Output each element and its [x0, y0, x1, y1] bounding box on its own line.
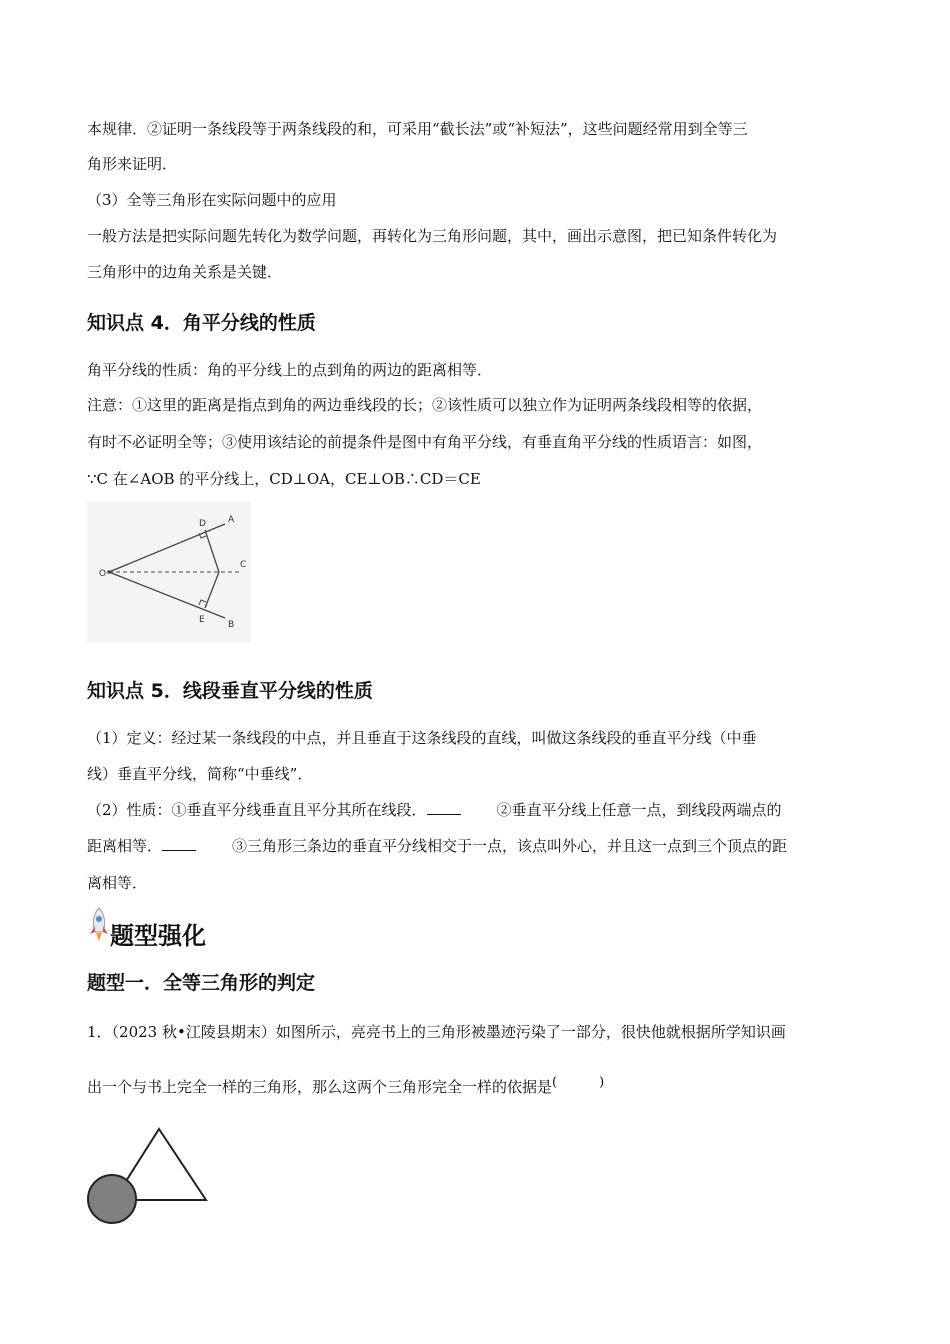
rocket-icon [87, 906, 111, 942]
answer-paren-close: ) [599, 1075, 605, 1090]
paragraph-line: 本规律．②证明一条线段等于两条线段的和，可采用“截长法”或“补短法”，这些问题经常用到全等三 [87, 120, 748, 138]
property-item-2: ②垂直平分线上任意一点，到线段两端点的 [496, 801, 782, 819]
label-c: C [240, 560, 247, 570]
paragraph-line: 有时不必证明全等；③使用该结论的前提条件是图中有角平分线，有垂直角平分线的性质语言：如图， [87, 433, 763, 451]
label-b: B [228, 620, 235, 630]
answer-blank [162, 836, 196, 851]
property-item-3: ③三角形三条边的垂直平分线相交于一点，该点叫外心，并且这一点到三个顶点的距 [232, 837, 788, 855]
section-heading-kp4: 知识点 4．角平分线的性质 [87, 312, 316, 334]
stained-triangle-figure [86, 1124, 212, 1226]
question-line [87, 1066, 867, 1104]
question-line: 1．（2023 秋•江陵县期末）如图所示，亮亮书上的三角形被墨迹污染了一部分，很快他就根据所学知识画 [87, 1023, 786, 1041]
label-o: O [99, 569, 107, 579]
answer-blank [427, 800, 461, 815]
section-heading-kp5: 知识点 5．线段垂直平分线的性质 [87, 680, 373, 702]
paragraph-line: 注意：①这里的距离是指点到角的两边垂线段的长；②该性质可以独立作为证明两条线段相等的依据， [87, 396, 763, 414]
paragraph-line: 三角形中的边角关系是关键． [87, 263, 283, 281]
paragraph-line: 角平分线的性质：角的平分线上的点到角的两边的距离相等． [87, 361, 493, 379]
label-d: D [199, 519, 206, 529]
paragraph-line [87, 793, 867, 827]
paragraph-line: 一般方法是把实际问题先转化为数学问题，再转化为三角形问题，其中，画出示意图，把已知条件转化为 [87, 227, 778, 245]
point-o [107, 570, 111, 574]
paragraph-line: 线）垂直平分线，简称“中垂线”． [87, 765, 313, 783]
paragraph-line [87, 829, 867, 863]
ink-blot [88, 1175, 136, 1223]
property-item-2-end: 距离相等． [87, 837, 163, 855]
label-a: A [228, 515, 235, 525]
paragraph-line: 离相等． [87, 874, 148, 892]
paragraph-line: （3）全等三角形在实际问题中的应用 [87, 191, 337, 209]
paragraph-line: （1）定义：经过某一条线段的中点，并且垂直于这条线段的直线，叫做这条线段的垂直平分线（中垂 [87, 729, 757, 747]
subsection-heading: 题型一．全等三角形的判定 [87, 972, 316, 994]
paragraph-line: ∵C 在∠AOB 的平分线上，CD⊥OA，CE⊥OB∴CD＝CE [87, 470, 481, 488]
paragraph-line: 角形来证明． [87, 155, 178, 173]
angle-bisector-figure [87, 502, 251, 642]
property-item-1: （2）性质：①垂直平分线垂直且平分其所在线段． [87, 801, 427, 819]
section-title: 题型强化 [110, 922, 206, 950]
question-stem: 出一个与书上完全一样的三角形，那么这两个三角形完全一样的依据是 [87, 1078, 553, 1096]
answer-paren-open: ( [552, 1075, 558, 1090]
label-e: E [199, 615, 205, 625]
